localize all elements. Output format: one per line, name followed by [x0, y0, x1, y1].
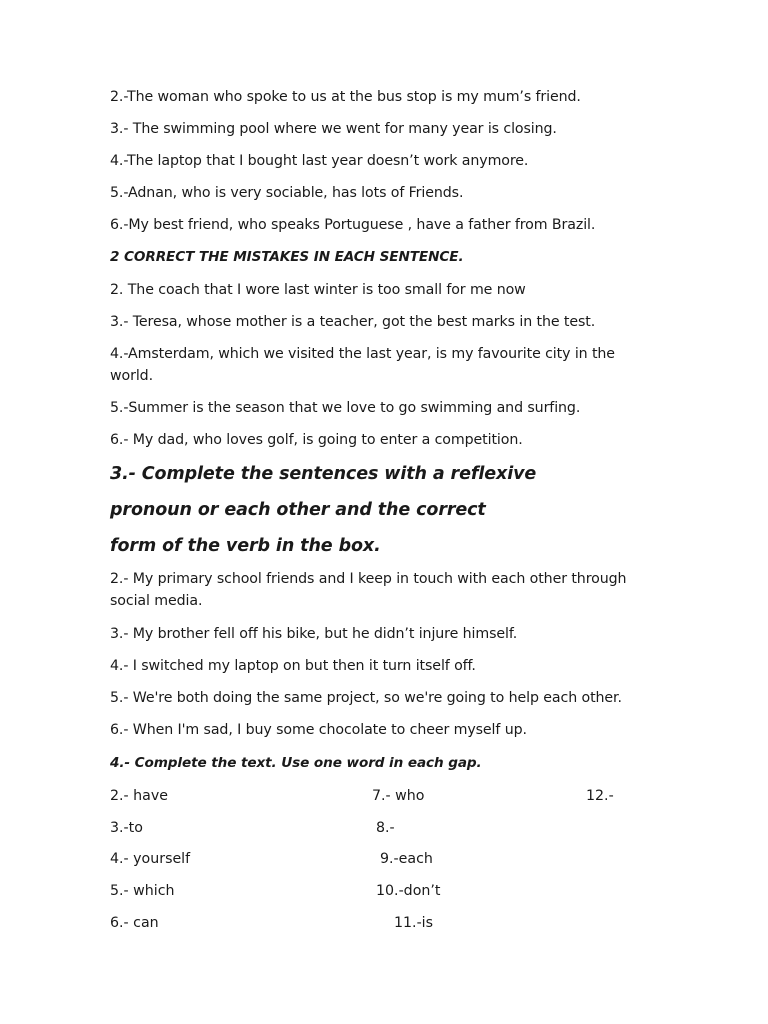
sentence-line: 3.- Teresa, whose mother is a teacher, got the best marks in the test.	[110, 314, 596, 330]
answer-item: 5.- which	[110, 883, 175, 899]
answer-item: 4.- yourself	[110, 851, 191, 867]
sentence-line: 5.-Adnan, who is very sociable, has lots of Friends.	[110, 185, 464, 201]
answer-item: 7.- who	[372, 788, 425, 804]
sentence-line: 4.-Amsterdam, which we visited the last year, is my favourite city in the world.	[110, 346, 615, 384]
sentence-line: 6.- My dad, who loves golf, is going to enter a competition.	[110, 432, 523, 448]
answer-item: 9.-each	[380, 851, 433, 867]
sentence-line: 6.- When I'm sad, I buy some chocolate to cheer myself up.	[110, 722, 527, 738]
sentence-line: 4.-The laptop that I bought last year doesn’t work anymore.	[110, 153, 529, 169]
sentence-line: 2.-The woman who spoke to us at the bus stop is my mum’s friend.	[110, 89, 581, 105]
sentence-line: 5.-Summer is the season that we love to go swimming and surfing.	[110, 400, 581, 416]
section-heading: 3.- Complete the sentences with a reflexive	[110, 464, 537, 484]
section-heading: form of the verb in the box.	[110, 536, 381, 556]
sentence-line: 6.-My best friend, who speaks Portuguese , have a father from Brazil.	[110, 217, 596, 233]
answer-item: 2.- have	[110, 788, 168, 804]
sentence-line: 2.- My primary school friends and I keep in touch with each other through social media.	[110, 571, 627, 609]
section-heading: 4.- Complete the text. Use one word in each gap.	[110, 755, 482, 771]
answer-item: 8.-	[376, 820, 395, 836]
answer-item: 6.- can	[110, 915, 159, 931]
sentence-line: 3.- My brother fell off his bike, but he didn’t injure himself.	[110, 626, 518, 642]
section-heading: pronoun or each other and the correct	[110, 500, 486, 520]
answer-item: 3.-to	[110, 820, 143, 836]
answer-item: 12.-	[586, 788, 614, 804]
answer-item: 10.-don’t	[376, 883, 441, 899]
sentence-line: 3.- The swimming pool where we went for many year is closing.	[110, 121, 557, 137]
answer-item: 11.-is	[394, 915, 434, 931]
sentence-line: 2. The coach that I wore last winter is too small for me now	[110, 282, 526, 298]
section-heading: 2 CORRECT THE MISTAKES IN EACH SENTENCE.	[110, 249, 464, 265]
sentence-line: 5.- We're both doing the same project, so we're going to help each other.	[110, 690, 622, 706]
sentence-line: 4.- I switched my laptop on but then it turn itself off.	[110, 658, 476, 674]
